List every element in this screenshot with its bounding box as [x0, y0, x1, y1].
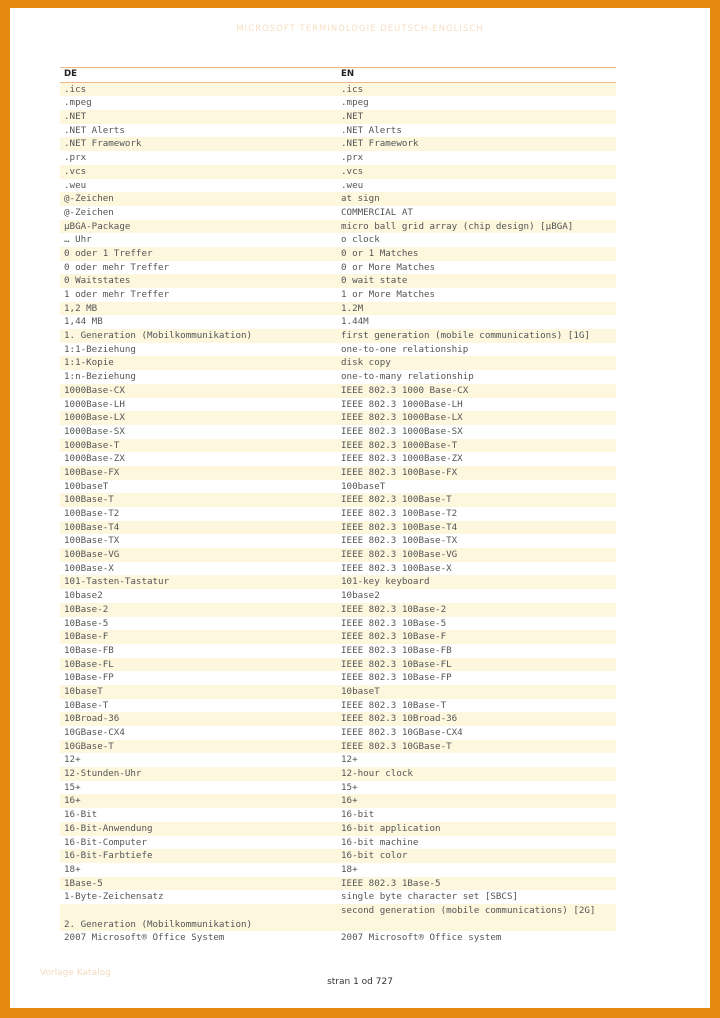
- footer-watermark: Vorlage Katalog: [40, 968, 111, 978]
- term-en: at sign: [341, 193, 380, 205]
- table-row: [60, 411, 616, 425]
- table-row: [60, 534, 616, 548]
- term-de: .prx: [64, 152, 87, 164]
- table-row: [60, 630, 616, 644]
- term-de: .NET: [64, 111, 87, 123]
- term-en: disk copy: [341, 357, 391, 369]
- table-row: [60, 767, 616, 781]
- term-de: 10Base-FP: [64, 672, 114, 684]
- table-row: [60, 343, 616, 357]
- term-en: 10baseT: [341, 685, 380, 697]
- table-row: [60, 124, 616, 138]
- term-de: 100baseT: [64, 480, 109, 492]
- term-en: .weu: [341, 179, 364, 191]
- term-en: 12+: [341, 754, 358, 766]
- term-en: .vcs: [341, 165, 364, 177]
- table-row: [60, 685, 616, 699]
- term-en: IEEE 802.3 1000Base-ZX: [341, 453, 463, 465]
- term-de: 16-Bit-Computer: [64, 836, 147, 848]
- table-row: [60, 233, 616, 247]
- table-row: [60, 575, 616, 589]
- table-row: [60, 699, 616, 713]
- term-en: IEEE 802.3 100Base-FX: [341, 466, 458, 478]
- term-de: 0 oder mehr Treffer: [64, 261, 170, 273]
- term-de: 1 oder mehr Treffer: [64, 289, 170, 300]
- term-de: 100Base-T4: [64, 521, 120, 533]
- term-en: IEEE 802.3 1000Base-SX: [341, 425, 463, 437]
- term-de: 1:1-Kopie: [64, 357, 114, 369]
- table-row: [60, 890, 616, 904]
- term-de: 1000Base-LH: [64, 398, 125, 410]
- term-en: IEEE 802.3 10GBase-T: [341, 740, 452, 752]
- term-de: 10baseT: [64, 685, 103, 697]
- table-row: [60, 740, 616, 754]
- term-de: 0 Waitstates: [64, 275, 131, 287]
- table-row: [60, 261, 616, 275]
- term-de: 1000Base-CX: [64, 384, 125, 396]
- term-de: 101-Tasten-Tastatur: [64, 576, 170, 588]
- table-header-row: [60, 68, 616, 83]
- term-en: IEEE 802.3 1000 Base-CX: [341, 384, 469, 396]
- term-en: first generation (mobile communications) [1G]: [341, 330, 590, 342]
- term-en: 16-bit application: [341, 822, 441, 834]
- term-de: .NET Framework: [64, 138, 142, 150]
- term-de: @-Zeichen: [64, 193, 114, 205]
- table-row: [60, 521, 616, 535]
- term-de: 10Base-FB: [64, 644, 114, 656]
- term-en: IEEE 802.3 100Base-T4: [341, 521, 458, 533]
- term-de: µBGA-Package: [64, 220, 131, 232]
- term-en: IEEE 802.3 100Base-T: [341, 494, 452, 506]
- term-de: 10Base-FL: [64, 658, 114, 670]
- term-en: single byte character set [SBCS]: [341, 891, 519, 903]
- page-number: stran 1 od 727: [327, 977, 393, 987]
- term-de: 1000Base-SX: [64, 425, 125, 437]
- document-page: [10, 8, 710, 1008]
- term-de: 2007 Microsoft® Office System: [64, 932, 225, 944]
- table-row: [60, 849, 616, 863]
- term-en: 0 or 1 Matches: [341, 247, 419, 259]
- term-de: 1:n-Beziehung: [64, 371, 136, 383]
- term-en: IEEE 802.3 100Base-TX: [341, 535, 458, 547]
- term-de: 1Base-5: [64, 877, 103, 889]
- term-de: 16-Bit-Anwendung: [64, 822, 153, 834]
- term-de: .mpeg: [64, 97, 92, 109]
- term-en: 18+: [341, 863, 358, 875]
- term-en: IEEE 802.3 100Base-X: [341, 562, 452, 574]
- table-row: [60, 493, 616, 507]
- table-row: [60, 712, 616, 726]
- term-en: IEEE 802.3 100Base-VG: [341, 549, 458, 561]
- table-row: [60, 384, 616, 398]
- table-row: [60, 192, 616, 206]
- table-row: [60, 644, 616, 658]
- term-en: IEEE 802.3 1000Base-LH: [341, 398, 463, 410]
- term-de: 0 oder 1 Treffer: [64, 247, 153, 259]
- table-row: [60, 137, 616, 151]
- term-de: .ics: [64, 83, 87, 95]
- term-en: IEEE 802.3 10Base-FL: [341, 658, 452, 670]
- term-en: 16-bit: [341, 809, 375, 821]
- term-en: 0 or More Matches: [341, 261, 436, 273]
- page-header: MICROSOFT TERMINOLOGIE DEUTSCH-ENGLISCH: [236, 24, 484, 34]
- table-row: [60, 165, 616, 179]
- column-header-de: DE: [64, 69, 78, 79]
- table-row: [60, 274, 616, 288]
- term-en: one-to-one relationship: [341, 343, 469, 355]
- term-de: 1-Byte-Zeichensatz: [64, 891, 164, 903]
- table-row: [60, 110, 616, 124]
- term-de: .NET Alerts: [64, 124, 125, 136]
- term-en: IEEE 802.3 10Broad-36: [341, 713, 458, 725]
- term-en: IEEE 802.3 10Base-2: [341, 603, 447, 615]
- term-de: 100Base-T2: [64, 508, 120, 519]
- table-row: [60, 220, 616, 234]
- table-row: [60, 822, 616, 836]
- term-de: … Uhr: [64, 234, 92, 246]
- term-en: IEEE 802.3 1000Base-T: [341, 439, 458, 451]
- table-row: [60, 507, 616, 521]
- term-en: 10base2: [341, 590, 380, 602]
- terminology-table: [60, 67, 616, 945]
- table-row: [60, 658, 616, 672]
- term-en: .prx: [341, 152, 364, 164]
- term-en: IEEE 802.3 10Base-FP: [341, 672, 452, 684]
- table-row: [60, 877, 616, 891]
- term-de: 10GBase-CX4: [64, 727, 125, 738]
- table-row: [60, 247, 616, 261]
- table-row: [60, 753, 616, 767]
- table-row: [60, 398, 616, 412]
- table-row: [60, 863, 616, 877]
- term-en: 0 wait state: [341, 275, 408, 287]
- term-de: 12-Stunden-Uhr: [64, 768, 142, 780]
- table-row: [60, 206, 616, 220]
- term-de: 16+: [64, 795, 81, 807]
- term-de: 100Base-X: [64, 562, 114, 574]
- term-en: IEEE 802.3 1Base-5: [341, 877, 441, 889]
- term-en: IEEE 802.3 100Base-T2: [341, 508, 458, 519]
- table-row: [60, 589, 616, 603]
- term-de: 2. Generation (Mobilkommunikation): [64, 918, 253, 930]
- table-row: [60, 83, 616, 97]
- table-row: [60, 794, 616, 808]
- table-row: [60, 904, 616, 931]
- term-en: 100baseT: [341, 480, 386, 492]
- table-row: [60, 603, 616, 617]
- term-de: 10Base-T: [64, 699, 109, 711]
- term-de: 1000Base-T: [64, 439, 120, 451]
- term-de: 10Base-5: [64, 617, 109, 629]
- term-en: IEEE 802.3 10Base-T: [341, 699, 447, 711]
- table-row: [60, 302, 616, 316]
- column-header-en: EN: [341, 69, 355, 79]
- term-de: 18+: [64, 863, 81, 875]
- term-de: 10Broad-36: [64, 713, 120, 725]
- table-row: [60, 425, 616, 439]
- term-en: micro ball grid array (chip design) [µBGA]: [341, 220, 574, 232]
- term-de: 100Base-TX: [64, 535, 120, 547]
- term-en: 15+: [341, 781, 358, 793]
- table-row: [60, 808, 616, 822]
- term-de: 1,2 MB: [64, 302, 98, 314]
- term-en: 16-bit color: [341, 850, 408, 862]
- table-row: [60, 315, 616, 329]
- term-en: IEEE 802.3 10Base-5: [341, 617, 447, 629]
- term-de: 1,44 MB: [64, 316, 103, 328]
- table-row: [60, 329, 616, 343]
- term-en: 1.44M: [341, 316, 369, 328]
- term-en: 16+: [341, 795, 358, 807]
- term-en: IEEE 802.3 10Base-F: [341, 631, 447, 643]
- term-de: .weu: [64, 179, 87, 191]
- term-de: .vcs: [64, 165, 87, 177]
- term-en: 1.2M: [341, 302, 364, 314]
- term-en: second generation (mobile communications) [2G]: [341, 904, 596, 916]
- table-row: [60, 452, 616, 466]
- term-en: IEEE 802.3 1000Base-LX: [341, 412, 463, 424]
- term-de: 10base2: [64, 590, 103, 602]
- term-en: 12-hour clock: [341, 768, 413, 780]
- term-de: 10GBase-T: [64, 740, 114, 752]
- table-row: [60, 356, 616, 370]
- table-row: [60, 288, 616, 302]
- table-row: [60, 781, 616, 795]
- term-en: 2007 Microsoft® Office system: [341, 932, 502, 944]
- table-row: [60, 439, 616, 453]
- term-de: 100Base-FX: [64, 466, 120, 478]
- table-row: [60, 548, 616, 562]
- term-de: 100Base-T: [64, 494, 114, 506]
- term-en: .NET Framework: [341, 138, 419, 150]
- table-row: [60, 671, 616, 685]
- term-en: .mpeg: [341, 97, 369, 109]
- term-de: 1:1-Beziehung: [64, 343, 136, 355]
- term-en: 1 or More Matches: [341, 289, 436, 300]
- term-de: 16-Bit: [64, 809, 98, 821]
- term-en: .NET: [341, 111, 364, 123]
- table-row: [60, 179, 616, 193]
- term-en: .NET Alerts: [341, 124, 402, 136]
- term-de: @-Zeichen: [64, 206, 114, 218]
- term-de: 100Base-VG: [64, 549, 120, 561]
- table-row: [60, 466, 616, 480]
- term-en: IEEE 802.3 10GBase-CX4: [341, 727, 463, 738]
- term-en: IEEE 802.3 10Base-FB: [341, 644, 452, 656]
- term-de: 10Base-2: [64, 603, 109, 615]
- term-de: 1000Base-ZX: [64, 453, 125, 465]
- term-en: 101-key keyboard: [341, 576, 430, 588]
- term-en: .ics: [341, 83, 364, 95]
- table-row: [60, 562, 616, 576]
- term-en: 16-bit machine: [341, 836, 419, 848]
- table-row: [60, 96, 616, 110]
- term-en: one-to-many relationship: [341, 371, 474, 383]
- table-row: [60, 836, 616, 850]
- term-de: 10Base-F: [64, 631, 109, 643]
- term-de: 15+: [64, 781, 81, 793]
- table-row: [60, 726, 616, 740]
- table-row: [60, 370, 616, 384]
- term-de: 1000Base-LX: [64, 412, 125, 424]
- term-de: 12+: [64, 754, 81, 766]
- table-row: [60, 151, 616, 165]
- table-row: [60, 931, 616, 945]
- table-row: [60, 480, 616, 494]
- term-de: 1. Generation (Mobilkommunikation): [64, 330, 253, 342]
- term-de: 16-Bit-Farbtiefe: [64, 850, 153, 862]
- table-row: [60, 617, 616, 631]
- term-en: o clock: [341, 234, 380, 246]
- term-en: COMMERCIAL AT: [341, 206, 413, 218]
